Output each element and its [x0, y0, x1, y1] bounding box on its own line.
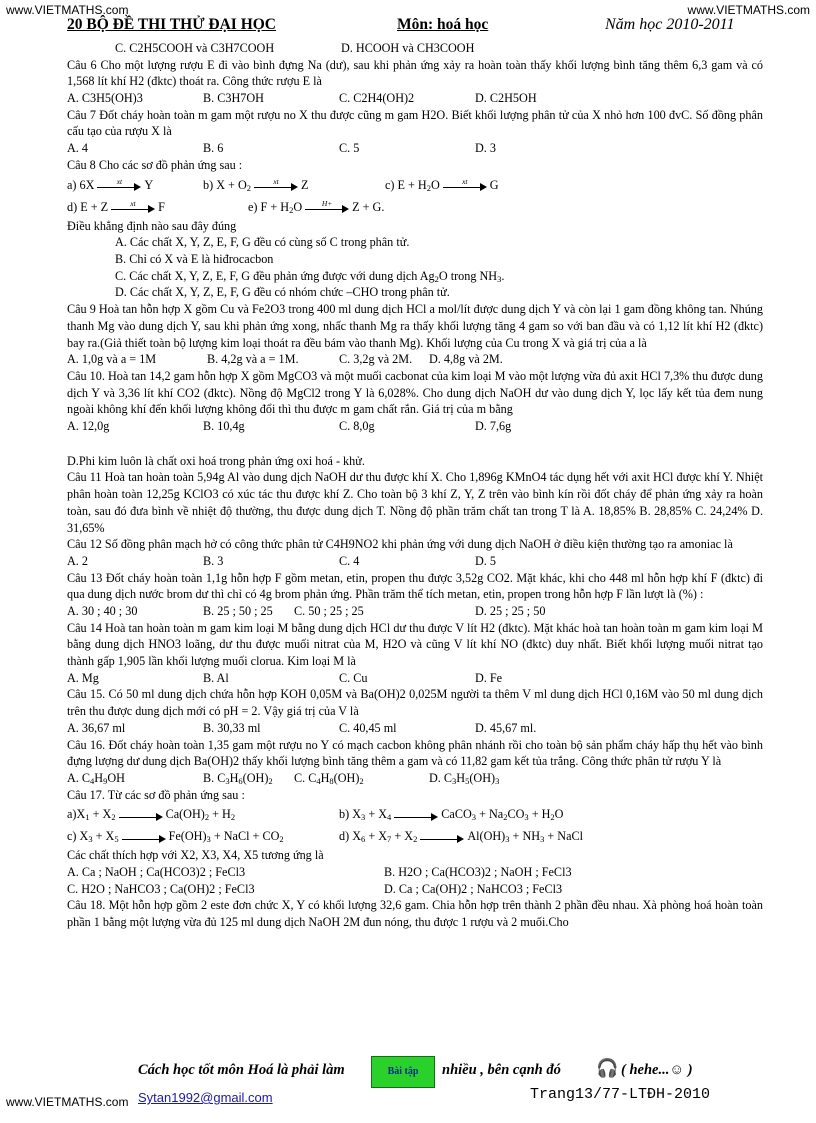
q8-reaction-b: b) $X + O_2$ xt Z	[203, 176, 309, 193]
q8-reaction-e: e) $F + H_2O$ H+ Z + G.	[248, 198, 385, 215]
q7-option-c: C. 5	[339, 141, 360, 156]
q15-option-c: C. 40,45 ml	[339, 720, 397, 735]
q13-option-a: A. 30 ; 40 ; 30	[67, 604, 138, 618]
page-header	[67, 17, 747, 37]
q10-option-d: D. 7,6g	[475, 419, 512, 433]
q13-option-b: B. 25 ; 50 ; 25	[203, 604, 273, 618]
q13-option-c: C. 50 ; 25 ; 25	[294, 604, 364, 618]
q17-option-a: A. Ca ; NaOH ; Ca(HCO3)2 ; FeCl3	[67, 865, 246, 880]
q17-stem: Các chất thích hợp với X2, X3, X4, X5 tương ứng là	[67, 848, 324, 863]
q14-option-d: D. Fe	[475, 670, 503, 685]
q15-option-b: B. 30,33 ml	[203, 720, 261, 735]
q8-option-c: C. Các chất X, Y, Z, E, F, G đều phản ứng được với dung dịch $Ag_2O$ trong $NH_3$.	[115, 268, 505, 284]
q16-option-b: B. $C_3H_6(OH)_2$	[203, 770, 273, 786]
slogan-end: ( hehe...☺ )	[621, 1062, 693, 1078]
q16-options	[67, 770, 763, 787]
exercise-badge: Bài tập	[371, 1056, 435, 1088]
q9-option-c: C. 3,2g và 2M.	[339, 352, 413, 367]
watermark-bottom-left: www.VIETMATHS.com	[6, 1095, 129, 1110]
q9-option-d: D. 4,8g và 2M.	[429, 352, 503, 367]
q17-option-b: B. H2O ; Ca(HCO3)2 ; NaOH ; FeCl3	[384, 865, 572, 880]
watermark-top-left: www.VIETMATHS.com	[6, 3, 129, 17]
stray-option-line: D.Phi kim luôn là chất oxi hoá trong phản ứng oxi hoá - khử.	[67, 453, 365, 468]
question-12: Câu 12 Số đồng phân mạch hở có công thức phân tử C4H9NO2 khi phản ứng với dung dịch NaOH ở điều kiện thường tạo ra amoniac là	[67, 537, 733, 552]
q6-option-a: A. C3H5(OH)3	[67, 91, 143, 106]
acid-arrow: H+	[305, 202, 349, 214]
q9-option-a: A. 1,0g và a = 1M	[67, 352, 157, 367]
q8-reactions-row1	[67, 174, 763, 196]
q10-options	[67, 418, 763, 435]
xt-arrow: xt	[443, 180, 487, 192]
q16-option-d: D. $C_3H_5(OH)_3$	[429, 770, 500, 786]
q15-options	[67, 720, 763, 737]
q17-reaction-c: c) $X_3 + X_5$ $Fe(OH)_3$ + NaCl + $CO_2$	[67, 829, 284, 845]
q12-option-d: D. 5	[475, 553, 496, 568]
q10-option-c: C. 8,0g	[339, 419, 375, 433]
q15-option-d: D. 45,67 ml.	[475, 720, 537, 735]
q7-options	[67, 140, 763, 157]
q8-reaction-c: c) $E + H_2O$ xt G	[385, 176, 499, 193]
q6-option-d: D. C2H5OH	[475, 91, 537, 106]
q6-options	[67, 90, 763, 107]
question-8: Câu 8 Cho các sơ đồ phản ứng sau :	[67, 157, 243, 172]
question-6: Câu 6 Cho một lượng rượu E đi vào bình đựng Na (dư), sau khi phản ứng xảy ra hoàn toàn thấy khối lượng bình tăng thêm 6,3 gam và có 1,568 lít khí H2 (đktc) thoát ra. Công thức rượu E là	[67, 57, 763, 89]
q8-stem: Điều khẳng định nào sau đây đúng	[67, 218, 237, 233]
page-number: Trang13/77-LTĐH-2010	[530, 1086, 711, 1103]
q17-option-c: C. H2O ; NaHCO3 ; Ca(OH)2 ; FeCl3	[67, 881, 255, 896]
footer-slogan	[138, 1056, 738, 1086]
q17-options-row1	[67, 864, 763, 881]
xt-arrow: xt	[254, 180, 298, 192]
question-18: Câu 18. Một hỗn hợp gồm 2 este đơn chức X, Y có khối lượng 32,6 gam. Chia hỗn hợp trên thành 2 phần đều nhau. Xà phòng hoá hoàn toàn phần 1 bằng một lượng vừa đủ 125 ml dung dịch NaOH 2M đun nóng, thu được 1 rượu và 2 muối.Cho	[67, 898, 763, 930]
q17-option-d: D. Ca ; Ca(OH)2 ; NaHCO3 ; FeCl3	[384, 881, 563, 896]
q14-option-b: B. Al	[203, 670, 229, 685]
q8-option-a: A. Các chất X, Y, Z, E, F, G đều có cùng số C trong phân tử.	[115, 235, 410, 250]
slogan-start: Cách học tốt môn Hoá là phải làm	[138, 1062, 345, 1078]
q13-option-d: D. 25 ; 25 ; 50	[475, 604, 546, 618]
q17-reactions-row2	[67, 825, 763, 847]
document-title: 20 BỘ ĐỀ THI THỬ ĐẠI HỌC	[67, 16, 277, 33]
q10-option-a: A. 12,0g	[67, 419, 110, 433]
q13-options	[67, 603, 763, 620]
q7-option-d: D. 3	[475, 141, 496, 156]
question-10: Câu 10. Hoà tan 14,2 gam hỗn hợp X gồm MgCO3 và một muối cacbonat của kim loại M vào một lượng vừa đủ axit HCl 7,3% thu được dung dịch Y và 3,36 lít khí CO2 (đktc). Nồng độ MgCl2 trong Y là 6,028%. Cho dung dịch NaOH dư vào dung dịch Y, lọc lấy kết tủa đem nung ngoài không khí đến khối lượng không đổi thì thu được m gam chất rắn. Giá trị của m bằng	[67, 368, 763, 417]
q12-option-b: B. 3	[203, 553, 224, 568]
question-16: Câu 16. Đốt cháy hoàn toàn 1,35 gam một rượu no Y có mạch cacbon không phân nhánh rồi cho toàn bộ sản phẩm cháy hấp thụ hết vào bình đựng lượng dư dung dịch Ba(OH)2 thấy khối lượng bình tăng thêm a gam và có 11,82 gam kết tủa trắng. Công thức phân tử rượu Y là	[67, 737, 763, 769]
q6-option-c: C. C2H4(OH)2	[339, 91, 415, 106]
q17-reactions-row1	[67, 803, 763, 825]
slogan-middle: nhiều , bên cạnh đó	[442, 1062, 561, 1078]
q5-options	[67, 40, 763, 57]
q14-option-a: A. Mg	[67, 670, 99, 685]
q12-options	[67, 553, 763, 570]
xt-arrow: xt	[111, 202, 155, 214]
question-13: Câu 13 Đốt cháy hoàn toàn 1,1g hỗn hợp F gồm metan, etin, propen thu được 3,52g CO2. Mặt khác, khi cho 448 ml hỗn hợp khí F (đktc) đi qua dung dịch nước brom dư thì chỉ có 4g brom phản ứng. Phần trăm thể tích metan, etin, propen trong hỗn hợp F lần lượt là (%) :	[67, 570, 763, 602]
reaction-arrow	[119, 810, 163, 822]
q7-option-b: B. 6	[203, 141, 224, 156]
q14-options	[67, 670, 763, 687]
q8-reaction-d: d) E + Z xt F	[67, 198, 165, 214]
q10-option-b: B. 10,4g	[203, 419, 245, 433]
q9-options	[67, 351, 763, 368]
q8-option-d: D. Các chất X, Y, Z, E, F, G đều có nhóm chức –CHO trong phân tử.	[115, 285, 450, 300]
q16-option-a: A. $C_4H_9OH$	[67, 770, 125, 786]
author-email-link[interactable]: Sytan1992@gmail.com	[138, 1090, 273, 1105]
question-9: Câu 9 Hoà tan hỗn hợp X gồm Cu và Fe2O3 trong 400 ml dung dịch HCl a mol/lít được dung dịch Y và còn lại 1 gam đồng không tan. Nhúng thanh Mg vào dung dịch Y, sau khi phản ứng xong, nhấc thanh Mg ra thấy khối lượng tăng 4 gam so với ban đầu và có 1,12 lít khí H2 (đktc) bay ra.(Giả thiết toàn bộ lượng kim loại thoát ra đều bám vào thanh Mg). Khối lượng của Cu trong X và giá trị của a là	[67, 302, 763, 350]
reaction-arrow	[420, 832, 464, 844]
q12-option-c: C. 4	[339, 553, 360, 568]
q17-reaction-a: $a)X_1 + X_2$ $Ca(OH)_2 + H_2$	[67, 807, 236, 823]
q8-reaction-a: a) 6X xt Y	[67, 176, 154, 192]
question-14: Câu 14 Hoà tan hoàn toàn m gam kim loại M bằng dung dịch HCl dư thu được V lít H2 (đktc). Mặt khác hoà tan hoàn toàn m gam kim loại M bằng dung dịch HNO3 loãng, dư thu được muối nitrat của M, H2O và cũng V lít khí NO (đktc) duy nhất. Biết khối lượng muối nitrat tạo thành gấp 1,905 lần khối lượng muối clorua. Kim loại M là	[67, 620, 763, 669]
q8-option-b: B. Chỉ có X và E là hiđrocacbon	[115, 251, 274, 266]
reaction-arrow	[122, 832, 166, 844]
q7-option-a: A. 4	[67, 141, 88, 156]
q12-option-a: A. 2	[67, 553, 88, 568]
q14-option-c: C. Cu	[339, 670, 368, 685]
q8-reactions-row2	[67, 196, 763, 218]
q17-options-row2	[67, 881, 763, 898]
question-17: Câu 17. Từ các sơ đồ phản ứng sau :	[67, 787, 245, 802]
q5-option-c: C. C2H5COOH và C3H7COOH	[115, 41, 275, 55]
school-year: Năm học 2010-2011	[605, 16, 735, 33]
watermark-top-right: www.VIETMATHS.com	[687, 3, 810, 17]
subject-label: Môn: hoá học	[397, 16, 489, 33]
q5-option-d: D. HCOOH và CH3COOH	[341, 41, 475, 55]
headphones-icon: 🎧	[596, 1058, 619, 1078]
question-15: Câu 15. Có 50 ml dung dịch chứa hỗn hợp KOH 0,05M và Ba(OH)2 0,025M người ta thêm V ml dung dịch HCl 0,16M vào 50 ml dung dịch trên thu được dung dịch mới có pH = 2. Vậy giá trị của V là	[67, 687, 763, 719]
q6-option-b: B. C3H7OH	[203, 91, 264, 106]
q15-option-a: A. 36,67 ml	[67, 720, 126, 735]
reaction-arrow	[394, 810, 438, 822]
xt-arrow: xt	[97, 180, 141, 192]
document-body	[67, 40, 763, 931]
q17-reaction-b: b) $X_3 + X_4$ CaCO$_3$ + $Na_2CO_3 + H_2O$	[339, 807, 564, 823]
question-11: Câu 11 Hoà tan hoàn toàn 5,94g Al vào dung dịch NaOH dư thu được khí X. Cho 1,896g KMnO4 tác dụng hết với axit HCl được khí Y. Nhiệt phân hoàn toàn 12,25g KClO3 có xúc tác thu được khí Z. Cho toàn bộ 3 khí Z, Y, Z trên vào bình kín rồi đốt cháy để phản ứng xảy ra hoàn toàn, sau đó đưa bình về nhiệt độ thường, thu được dung dịch T. Nồng độ phần trăm chất tan trong T là A. 18,85% B. 28,85% C. 24,24% D. 31,65%	[67, 470, 763, 535]
q9-option-b: B. 4,2g và a = 1M.	[207, 352, 299, 367]
q17-reaction-d: d) $X_6 + X_7 + X_2$ $Al(OH)_3 + NH_3$ + NaCl	[339, 829, 584, 845]
question-7: Câu 7 Đốt cháy hoàn toàn m gam một rượu no X thu được cũng m gam H2O. Biết khối lượng phân tử của X nhỏ hơn 100 đvC. Số đồng phân cấu tạo của rượu X là	[67, 107, 763, 139]
q16-option-c: C. $C_4H_8(OH)_2$	[294, 770, 364, 786]
